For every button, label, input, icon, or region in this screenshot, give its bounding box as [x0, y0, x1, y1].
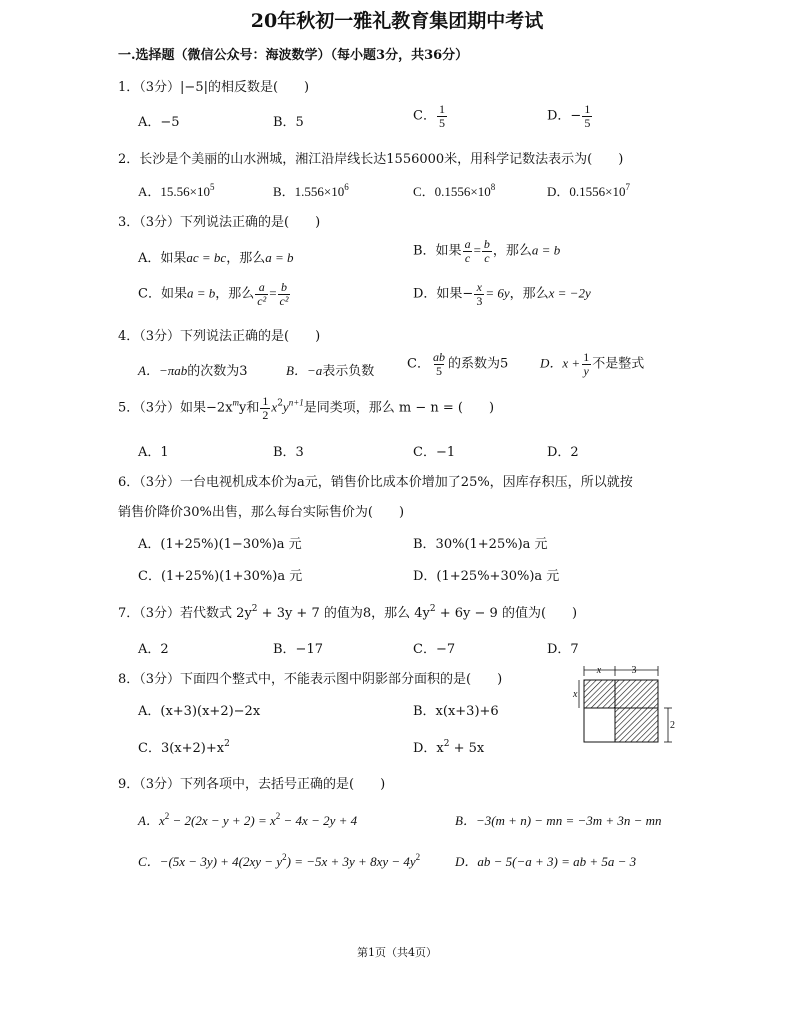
q9-c-2: ) = −5x + 3y + 8xy − 4y [286, 854, 416, 869]
q3-stem: 3．（3分）下列说法正确的是( ) [118, 215, 321, 230]
q4-b-m: B．−a [286, 363, 323, 378]
q2-d-base: D．0.1556×10 [547, 184, 626, 199]
q5-den: 2 [262, 407, 269, 422]
q3-c-m1: a = b [186, 285, 216, 301]
q3-b-fb-den: c [484, 250, 490, 265]
q7-s1: 7．（3分）若代数式 2y [118, 606, 252, 621]
q2-b-base: B．1.556×10 [273, 184, 345, 199]
q3-option-d [413, 281, 591, 307]
q2-stem: 2．长沙是个美丽的山水洲城，湘江沿岸线长达1556000米，用科学记数法表示为( ) [118, 152, 624, 167]
q7-stem [118, 602, 577, 621]
q3-b-frac-a [463, 238, 473, 264]
q4-d-den: y [583, 363, 589, 378]
q5-option-d: D．2 [547, 445, 579, 460]
q7-option-a: A．2 [138, 642, 169, 657]
q5-s4-exp: n+1 [288, 397, 304, 408]
q8-option-c [138, 737, 230, 756]
q2-a-base: A．15.56×10 [138, 184, 210, 199]
q4-d-t: 不是整式 [592, 356, 645, 372]
q7-e2: 2 [429, 604, 436, 614]
q4-b-t: 表示负数 [322, 364, 375, 379]
fig-label-2-right: 2 [670, 720, 675, 731]
q9-c-e2: 2 [415, 852, 421, 862]
fig-blank-bottom-left [584, 708, 615, 742]
q3-c-fb-den: c² [279, 293, 289, 308]
fig-shade-bottom-right [615, 708, 658, 742]
q7-option-d: D．7 [547, 642, 579, 657]
q4-option-d [540, 351, 644, 377]
q3-a-t2: ，那么 [226, 251, 266, 266]
q9-a-2: − 2(2x − y + 2) = x [169, 813, 276, 828]
q3-b-frac-b [482, 238, 492, 264]
q3-a-m1: ac = bc [186, 250, 227, 265]
fig-shade-top-left [584, 680, 615, 708]
fig-shade-top-right [615, 680, 658, 708]
q3-c-t2: ，那么 [215, 286, 255, 302]
q2-option-b [273, 181, 349, 200]
q9-option-d: D．ab − 5(−a + 3) = ab + 5a − 3 [455, 854, 637, 869]
fig-label-3-top: 3 [631, 665, 637, 676]
q8-d-rest: + 5x [449, 741, 485, 756]
q1-c-den: 5 [438, 115, 445, 130]
q3-b-eq: = [473, 242, 481, 258]
q5-s1: 5．（3分）如果−2x [118, 400, 233, 416]
q4-a-m: A．−πab [138, 363, 188, 378]
q9-a-3: − 4x − 2y + 4 [280, 813, 358, 828]
q5-stem [118, 395, 494, 421]
q4-c-frac [431, 351, 447, 377]
q2-a-exp: 5 [209, 182, 215, 192]
fig-label-x-top: x [596, 665, 602, 676]
q2-option-d [547, 181, 630, 200]
q2-option-c [413, 181, 495, 200]
q2-b-exp: 6 [344, 182, 349, 192]
q7-s2: + 3y + 7 的值为8，那么 4y [257, 606, 430, 621]
q4-stem: 4．（3分）下列说法正确的是( ) [118, 329, 321, 344]
q3-b-fb-num: b [483, 237, 490, 251]
q5-frac [260, 395, 270, 421]
q9-a-1: A．x [138, 813, 165, 828]
q4-d-label: D．x + [540, 355, 581, 371]
q4-d-num: 1 [583, 350, 590, 364]
q3-b-fa-den: c [464, 250, 471, 265]
q3-d-f-num: x [476, 280, 482, 294]
q2-option-a [138, 181, 214, 200]
q3-d-t2: ，那么 [509, 286, 549, 302]
q8-d-exp: 2 [443, 739, 450, 749]
q3-b-fa-num: a [464, 237, 471, 251]
q5-num: 1 [262, 394, 269, 408]
page-title: 20年秋初一雅礼教育集团期中考试 [250, 10, 544, 32]
q9-stem: 9．（3分）下列各项中，去括号正确的是( ) [118, 777, 386, 792]
q3-b-m: a = b [531, 242, 561, 258]
q3-c-eq: = [269, 285, 277, 301]
q8-c-exp: 2 [224, 739, 230, 749]
q5-s5: 是同类项，那么 m − n = ( ) [303, 400, 495, 416]
q4-a-t: 的次数为3 [187, 364, 248, 379]
q1-c-num: 1 [438, 102, 445, 116]
q8-d-base: D．x [413, 741, 444, 756]
q3-c-fa-num: a [258, 280, 265, 294]
q2-d-exp: 7 [625, 182, 630, 192]
q4-c-t: 的系数为5 [447, 356, 509, 372]
q8-shaded-area-figure [573, 664, 678, 746]
q4-c-den: 5 [435, 363, 442, 378]
q3-b-t2: ，那么 [492, 243, 532, 259]
q6-option-d: D．(1+25%+30%)a 元 [413, 569, 560, 584]
q8-option-b: B．x(x+3)+6 [413, 704, 499, 719]
q9-option-a [138, 810, 357, 829]
q5-option-b: B．3 [273, 445, 304, 460]
q9-a-e1: 2 [164, 811, 170, 821]
q5-option-c: C．−1 [413, 445, 456, 460]
q1-d-label: D．− [547, 108, 582, 124]
q6-option-c: C．(1+25%)(1+30%)a 元 [138, 569, 303, 584]
q7-option-c: C．−7 [413, 642, 456, 657]
q9-option-c [138, 851, 420, 870]
q3-option-a [138, 247, 294, 266]
q7-e1: 2 [251, 604, 258, 614]
q4-c-label: C． [407, 356, 430, 372]
q4-option-c [407, 351, 508, 377]
q1-c-label: C． [413, 108, 436, 124]
q1-option-a: A．−5 [138, 115, 180, 130]
q5-s3-exp: 2 [277, 398, 283, 409]
q1-d-den: 5 [584, 115, 591, 130]
q9-option-b: B．−3(m + n) − mn = −3m + 3n − mn [455, 813, 662, 828]
q3-c-fb-num: b [281, 280, 287, 294]
q4-option-a [138, 360, 248, 379]
q3-c-fa-den: c² [257, 293, 267, 308]
q3-b-t1: B．如果 [413, 243, 462, 259]
fig-label-x-left: x [573, 689, 578, 700]
q1-c-fraction [437, 103, 447, 129]
q1-d-fraction [582, 103, 592, 129]
q4-d-frac [581, 351, 591, 377]
q1-stem: 1．（3分）|−5|的相反数是( ) [118, 80, 310, 95]
q5-option-a: A．1 [138, 445, 169, 460]
q3-a-m2: a = b [265, 250, 294, 265]
section-heading: 一.选择题（微信公众号：海波数学）（每小题3分，共36分） [118, 48, 469, 63]
q1-d-num: 1 [584, 102, 591, 116]
q1-option-d [547, 103, 593, 129]
q3-d-frac [474, 281, 484, 307]
q8-option-d [413, 737, 484, 756]
q2-c-base: C．0.1556×10 [413, 184, 491, 199]
q5-s2: y和 [239, 400, 260, 416]
q1-option-b: B．5 [273, 115, 304, 130]
q9-c-1: C．−(5x − 3y) + 4(2xy − y [138, 854, 283, 869]
q3-a-t1: A．如果 [138, 251, 187, 266]
q5-s1-exp: m [232, 397, 240, 408]
q1-option-c [413, 103, 448, 129]
q8-option-a: A．(x+3)(x+2)−2x [138, 704, 261, 719]
q7-s3: + 6y − 9 的值为( ) [435, 606, 578, 621]
q7-option-b: B．−17 [273, 642, 323, 657]
q8-c-base: C．3(x+2)+x [138, 741, 225, 756]
q3-c-t1: C．如果 [138, 286, 187, 302]
q6-stem-line2: 销售价降价30%出售，那么每台实际售价为( ) [118, 505, 405, 520]
q6-option-b: B．30%(1+25%)a 元 [413, 537, 548, 552]
q3-d-t1: D．如果− [413, 286, 474, 302]
q3-d-m1: = 6y [485, 285, 510, 301]
q8-stem: 8．（3分）下面四个整式中，不能表示图中阴影部分面积的是( ) [118, 672, 503, 687]
q6-option-a: A．(1+25%)(1−30%)a 元 [138, 537, 302, 552]
q3-option-c [138, 281, 291, 307]
q9-c-e1: 2 [282, 852, 287, 862]
q3-d-f-den: 3 [476, 293, 483, 308]
q3-c-frac-a [255, 281, 268, 307]
q3-d-m2: x = −2y [548, 285, 591, 301]
q9-a-e2: 2 [275, 811, 281, 821]
q3-option-b [413, 238, 560, 264]
q3-c-frac-b [278, 281, 291, 307]
q4-c-num: ab [432, 350, 445, 364]
page-footer: 第1页（共4页） [357, 946, 437, 959]
q6-stem-line1: 6．（3分）一台电视机成本价为a元，销售价比成本价增加了25%，因库存积压，所以就按 [118, 475, 633, 490]
q2-c-exp: 8 [490, 182, 496, 192]
q4-option-b [286, 360, 374, 379]
q5-s3: x [271, 399, 278, 415]
q5-s4: y [282, 399, 289, 415]
